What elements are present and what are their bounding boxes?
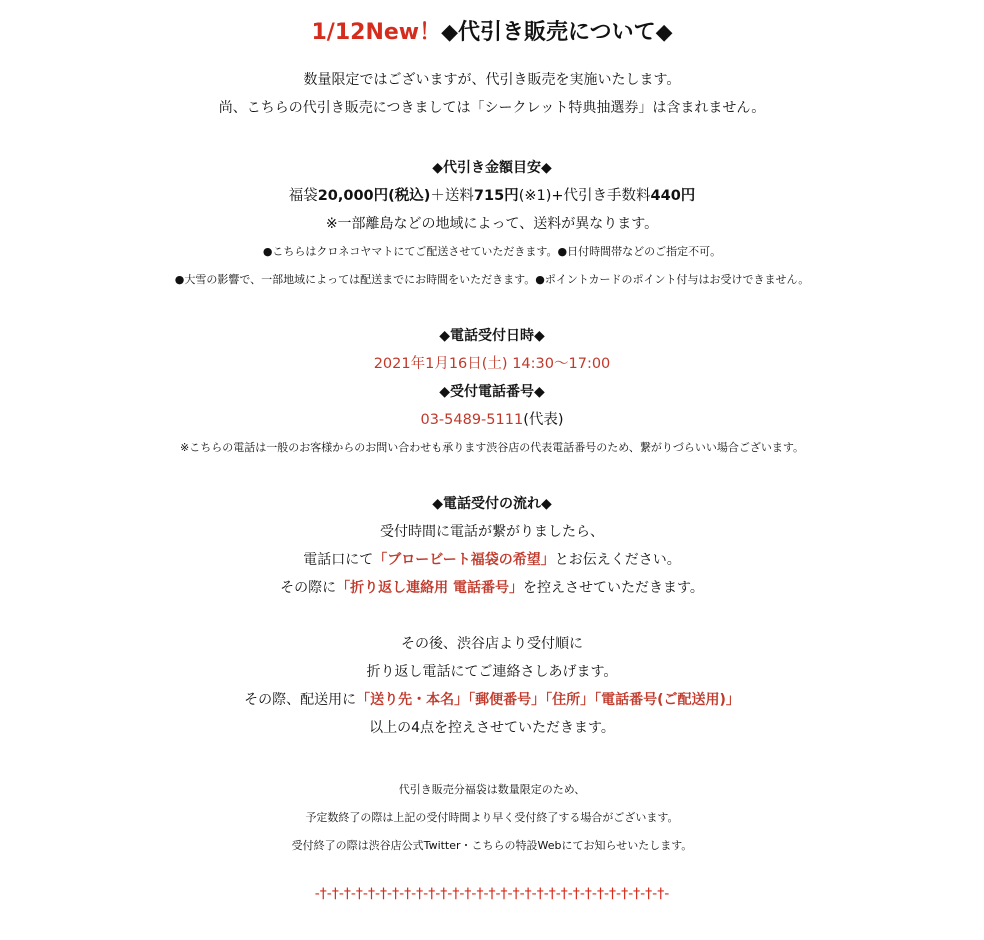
flow-line-3: その際に「折り返し連絡用 電話番号」を控えさせていただきます。 [280, 580, 704, 596]
intro-line-2: 尚、こちらの代引き販売につきましては「シークレット特典抽選券」は含まれません。 [218, 100, 766, 116]
new-badge: 1/12New！ [311, 20, 442, 45]
delivery-note-2: ●大雪の影響で、一部地域によっては配送までにお時間をいただきます。●ポイントカードのポイント付与はお受けできません。 [174, 273, 810, 286]
flow-line-5: 折り返し電話にてご連絡さしあげます。 [366, 664, 618, 680]
flow-line-1: 受付時間に電話が繋がりましたら、 [380, 524, 604, 540]
price-note: ※一部離島などの地域によって、送料が異なります。 [325, 216, 659, 232]
datetime-heading: ◆電話受付日時◆ [439, 328, 545, 344]
footer-line-3: 受付終了の際は渋谷店公式Twitter・こちらの特設Webにてお知らせいたします。 [291, 839, 693, 852]
flow-line-2: 電話口にて「ブロービート福袋の希望」とお伝えください。 [303, 552, 681, 568]
flow-line-7: 以上の4点を控えさせていただきます。 [369, 720, 615, 736]
intro-line-1: 数量限定ではございますが、代引き販売を実施いたします。 [303, 72, 681, 88]
flow-line-4: その後、渋谷店より受付順に [401, 636, 583, 652]
footer-line-2: 予定数終了の際は上記の受付時間より早く受付終了する場合がございます。 [305, 811, 679, 824]
flow-heading: ◆電話受付の流れ◆ [432, 496, 552, 512]
dagger-divider: -†-†-†-†-†-†-†-†-†-†-†-†-†-†-†-†-†-†-†-†-†-†-†-†-†-†-†-†-†- [314, 886, 670, 902]
phone-number[interactable]: 03-5489-5111 [420, 412, 524, 428]
number-heading: ◆受付電話番号◆ [439, 384, 545, 400]
delivery-note-1: ●こちらはクロネコヤマトにてご配送させていただきます。●日付時間帯などのご指定不可。 [262, 245, 722, 258]
phone-datetime: 2021年1月16日(土) 14:30〜17:00 [373, 356, 611, 372]
phone-note: ※こちらの電話は一般のお客様からのお問い合わせも承ります渋谷店の代表電話番号のため、繋がりづらいい場合ございます。 [180, 441, 804, 454]
price-line: 福袋20,000円(税込)＋送料715円(※1)+代引き手数料440円 [288, 188, 696, 204]
title-text: ◆代引き販売について◆ [441, 20, 673, 45]
price-heading: ◆代引き金額目安◆ [432, 160, 552, 176]
footer-line-1: 代引き販売分福袋は数量限定のため、 [398, 783, 586, 796]
phone-number-line: 03-5489-5111(代表) [420, 412, 564, 428]
flow-line-6: その際、配送用に「送り先・本名」「郵便番号」「住所」「電話番号(ご配送用)」 [244, 692, 740, 708]
page-title [0, 0, 984, 48]
